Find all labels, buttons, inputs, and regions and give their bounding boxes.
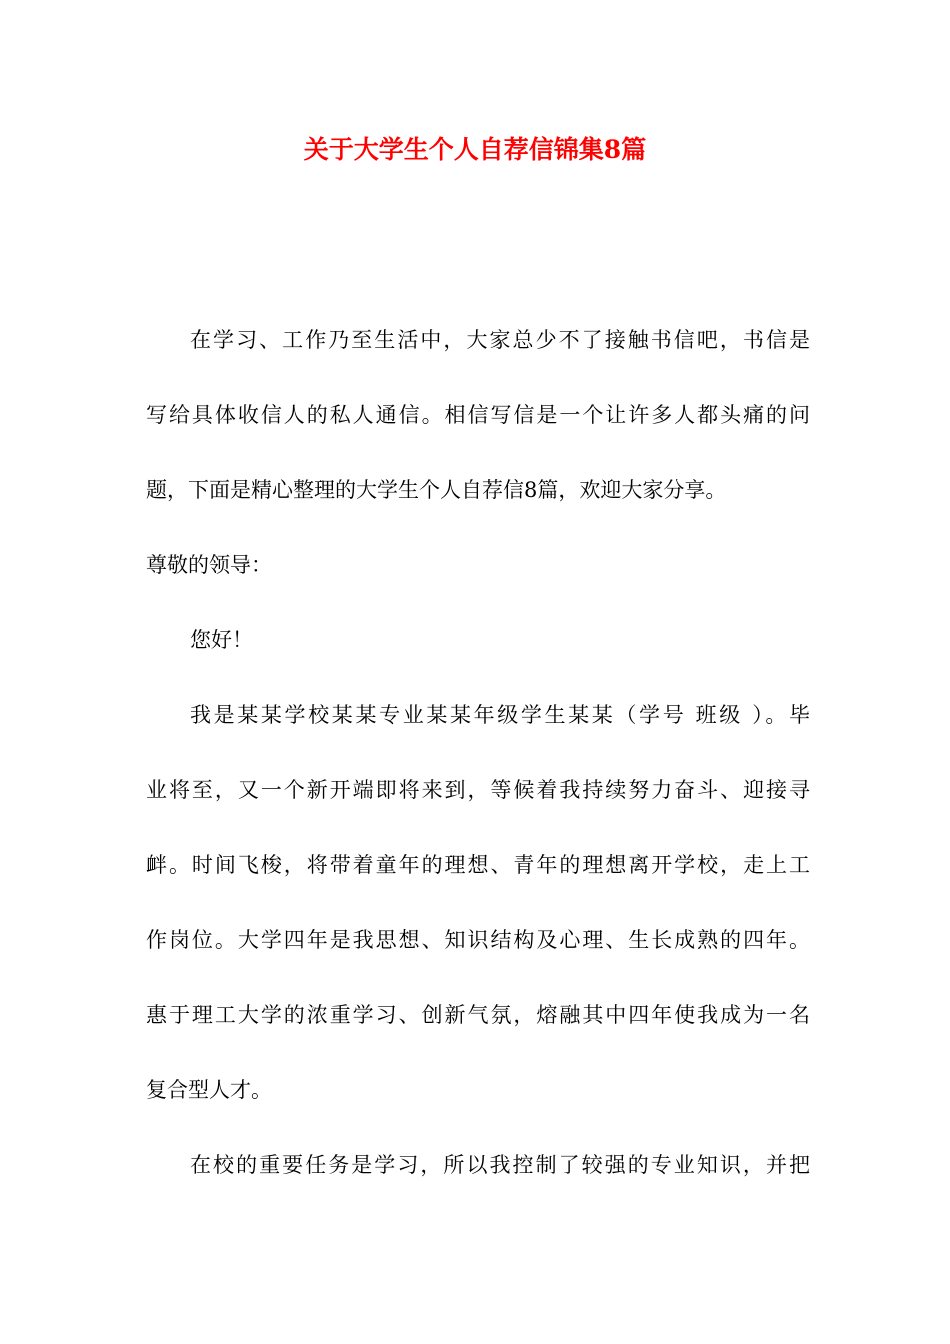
paragraph-line: 惠于理工大学的浓重学习、创新气氛，熔融其中四年使我成为一名 <box>146 1003 810 1027</box>
document-title: 关于大学生个人自荐信锦集8篇 <box>303 135 647 164</box>
salutation: 尊敬的领导： <box>146 553 272 577</box>
paragraph-line: 衅。时间飞梭，将带着童年的理想、青年的理想离开学校，走上工 <box>146 853 810 877</box>
paragraph-line: 在学习、工作乃至生活中，大家总少不了接触书信吧，书信是 <box>190 328 810 352</box>
greeting: 您好！ <box>190 628 253 652</box>
paragraph-line: 作岗位。大学四年是我思想、知识结构及心理、生长成熟的四年。 <box>146 928 810 952</box>
paragraph-line: 复合型人才。 <box>146 1078 272 1102</box>
paragraph-line: 我是某某学校某某专业某某年级学生某某（学号 班级 ）。毕 <box>190 703 810 727</box>
paragraph-line: 写给具体收信人的私人通信。相信写信是一个让许多人都头痛的问 <box>146 403 810 427</box>
paragraph-line: 题，下面是精心整理的大学生个人自荐信8篇，欢迎大家分享。 <box>146 478 727 502</box>
paragraph-line: 在校的重要任务是学习，所以我控制了较强的专业知识，并把 <box>190 1153 810 1177</box>
paragraph-line: 业将至，又一个新开端即将来到，等候着我持续努力奋斗、迎接寻 <box>146 778 810 802</box>
